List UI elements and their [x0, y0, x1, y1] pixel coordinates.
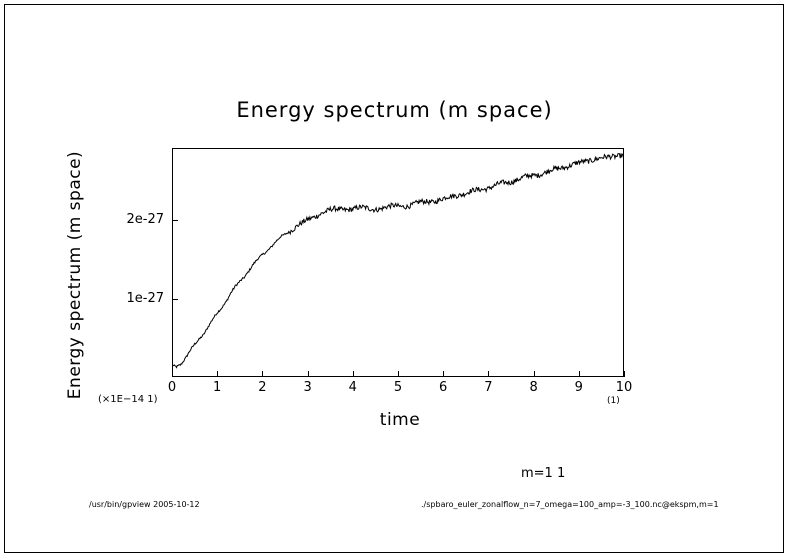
y-tick-mark — [172, 220, 178, 221]
x-tick-label: 5 — [393, 380, 403, 395]
x-tick-label: 2 — [258, 380, 267, 395]
series-line-m1 — [172, 153, 624, 367]
x-tick-label: 10 — [615, 380, 633, 395]
x-tick-mark — [624, 371, 625, 377]
y-tick-label: 2e-27 — [126, 212, 164, 228]
footer-dataset-path: ./spbaro_euler_zonalflow_n=7_omega=100_amp=-3_100.nc@ekspm,m=1 — [421, 500, 719, 509]
x-axis-scale-note: (×1E−14 1) — [98, 394, 158, 405]
chart-title: Energy spectrum (m space) — [236, 98, 553, 122]
x-tick-mark — [488, 371, 489, 377]
x-tick-mark — [172, 371, 173, 377]
x-tick-label: 4 — [348, 380, 357, 395]
x-tick-label: 3 — [303, 380, 312, 395]
x-tick-mark — [217, 371, 218, 377]
x-tick-mark — [308, 371, 309, 377]
x-tick-mark — [534, 371, 535, 377]
x-tick-label: 7 — [484, 380, 493, 395]
footer-viewer-info: /usr/bin/gpview 2005-10-12 — [89, 500, 200, 509]
x-tick-mark — [398, 371, 399, 377]
x-tick-label: 6 — [439, 380, 448, 395]
x-tick-mark — [262, 371, 263, 377]
y-tick-label: 1e-27 — [126, 290, 164, 306]
y-tick-mark — [172, 299, 178, 300]
x-tick-label: 1 — [213, 380, 222, 395]
x-tick-label: 9 — [574, 380, 583, 395]
x-tick-mark — [579, 371, 580, 377]
chart-canvas — [172, 148, 624, 377]
x-tick-mark — [443, 371, 444, 377]
y-axis-scale-note: (1) — [607, 396, 620, 406]
x-axis-label: time — [379, 410, 421, 430]
x-tick-mark — [353, 371, 354, 377]
x-tick-label: 0 — [167, 380, 177, 395]
legend-label: m=1 1 — [521, 466, 566, 481]
x-tick-label: 8 — [529, 380, 538, 395]
y-axis-label: Energy spectrum (m space) — [65, 150, 85, 400]
